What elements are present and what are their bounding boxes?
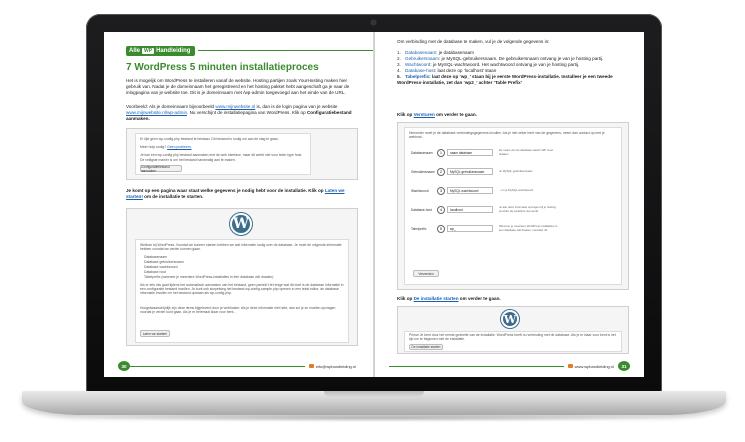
screenshot-db-form xyxy=(397,122,629,290)
click2-post: om verder te gaan. xyxy=(458,296,501,301)
footer-rule xyxy=(130,366,305,367)
welcome-item-5: Tabelprefix (wanneer je meerdere WordPress-installaties in één database wilt draaien) xyxy=(144,275,274,279)
example-pre: Voorbeeld: Als je domeinnaam bijvoorbeeld xyxy=(126,104,216,109)
example-link-domain[interactable]: www.mijnwebsite.nl xyxy=(215,104,256,109)
welcome-item-1: Databasenaam xyxy=(144,255,167,259)
badge-4: 4 xyxy=(437,206,445,214)
laptop-base xyxy=(22,391,726,415)
brand-header xyxy=(126,44,374,57)
example-mid: is, dan is de login pagina van je website xyxy=(255,104,338,109)
create-config-button[interactable]: Configuratiebestand aanmaken xyxy=(140,165,182,172)
brand-name: Handleiding xyxy=(156,47,191,54)
gegevens-item-1: 1. Databasenaam: je databasenaam xyxy=(397,50,474,55)
gegevens-item-3: 3. Wachtwoord: je MySQL-wachtwoord. Het wachtwoord ontvang je van je hosting partij. xyxy=(397,62,580,67)
laptop-screen xyxy=(104,32,644,377)
example-bold: Configuratiebestand aanmaken. xyxy=(126,110,352,121)
footer-rule-right xyxy=(389,366,564,367)
intro-paragraph: Het is mogelijk om WordPress te installeren vanaf de website. Hosting partijen zoals YourHosting maken hier gebruik van. Nadat je de domeinnaam het geregistreerd en het hosting pakket hebt aangeschaft ga je naar de inlogpagina van je website toe. Dit is je domeinnaam met /wp-admin toegevoegd aan het einde van de URL. xyxy=(126,78,350,95)
db-row-host xyxy=(411,205,561,214)
db-hint-password: ...en je MySQL wachtwoord. xyxy=(499,187,534,192)
lets-start-button[interactable]: Laten we starten! xyxy=(140,330,170,337)
page-number-right: 31 xyxy=(618,361,630,371)
config-panel xyxy=(135,133,311,175)
db-label-password: Wachtwoord xyxy=(411,188,429,193)
screenshot-config xyxy=(126,128,358,180)
screenshot-welcome xyxy=(126,208,358,346)
footer-email xyxy=(305,364,360,369)
wordpress-logo-icon: W xyxy=(230,213,252,235)
camera-icon xyxy=(371,20,376,25)
welcome-p2: Hoogstwaarschijnlijk zijn deze items bijgeleverd door je webhoster. Als je deze informatie niet hebt, dan zul je ze moeten opvragen voordat je verder kunt gaan. Als je er helemaal klaar voor bent... xyxy=(140,306,336,315)
db-hint-name: De naam van de database waarin WP moet draaien. xyxy=(499,147,554,156)
db-row-name xyxy=(411,148,561,157)
page-number: 30 xyxy=(118,361,130,371)
screenshot-install xyxy=(397,306,629,354)
left-page xyxy=(104,32,374,377)
db-name-input[interactable]: naam database xyxy=(447,149,493,156)
laptop-shadow xyxy=(60,414,690,422)
badge-3: 3 xyxy=(437,187,445,195)
db-row-prefix xyxy=(411,224,561,233)
welcome-item-3: Database wachtwoord xyxy=(144,265,178,269)
globe-icon xyxy=(568,364,573,368)
gegevens-item-5: 5. Tabelprefix: laat deze op ‘wp_’ staan bij je eerste WordPress-installatie. Installeer je een tweede WordPress-installatie, zet dan ‘wp2_’ achter ‘Table Prefix’ xyxy=(397,74,613,85)
welcome-p1: Als er iets mis gaat tijdens het automatisch aanmaken van het bestand, geen paniek! Het enige wat dit doet is de database informatie in een configuratie bestand invullen. Je kunt ook simpelweg het bestand wp-config-sample.php openen in een tekst editor, de database informatie invullen en het bestand opslaan als wp-config.php. xyxy=(140,283,344,296)
submit-button[interactable]: Verzenden xyxy=(413,270,439,277)
click2-pre: Klik op xyxy=(397,296,414,301)
db-label-prefix: Tabelprefix xyxy=(411,226,427,231)
footer-url-text: www.wphandleiding.nl xyxy=(574,363,614,369)
welcome-item-2: Database gebruikersnaam xyxy=(144,260,184,264)
versturen-link[interactable]: Versturen xyxy=(413,112,435,117)
db-host-input[interactable]: localhost xyxy=(447,206,493,213)
gegevens-item-2: 2. Gebruikersnaam: je MySQL-gebruikersnaam. De gebruikersnaam ontvang je van je hosting partij. xyxy=(397,56,604,61)
config-line-2 xyxy=(140,145,191,150)
left-footer xyxy=(118,361,360,371)
click1-post: om verder te gaan. xyxy=(434,112,477,117)
config-line-2-text: Meer hulp nodig? xyxy=(140,145,168,149)
example-post: . Nu verschijnt de installatiepagina van WordPress. Klik op xyxy=(187,110,307,115)
footer-url xyxy=(564,364,618,369)
db-label-user: Gebruikersnaam xyxy=(411,169,435,174)
gegevens-item-4: 4. Database-host: laat deze op ‘localhost’ staan xyxy=(397,68,497,73)
laptop-notch xyxy=(324,391,424,397)
badge-1: 1 xyxy=(437,149,445,157)
db-row-password xyxy=(411,186,561,195)
chapter-title: 7 WordPress 5 minuten installatieproces xyxy=(126,62,319,73)
brand-logo xyxy=(126,46,195,56)
start-install-button[interactable]: De installatie starten xyxy=(409,344,443,350)
mail-icon xyxy=(309,364,314,368)
click-versturen xyxy=(397,112,627,118)
gegevens-list xyxy=(397,50,629,86)
next-link[interactable]: Laten we starten! xyxy=(126,188,345,199)
brand-prefix: Alle xyxy=(129,47,141,54)
welcome-panel xyxy=(135,239,349,343)
next-post: om de installatie te starten. xyxy=(142,194,204,199)
db-user-input[interactable]: MySQL gebruikersnaam xyxy=(447,168,493,175)
welcome-text: Welkom bij WordPress. Voordat we kunnen starten hebben we wat informatie nodig over de database. Je moet de volgende informatie hebben voordat we verder kunnen gaan. xyxy=(140,243,342,252)
db-row-user xyxy=(411,167,561,176)
header-rule xyxy=(198,50,374,51)
config-help-link[interactable]: Geen probleem. xyxy=(167,145,192,149)
example-paragraph xyxy=(126,104,356,122)
config-line-1: Er lijkt geen wp-config.php bestand te bestaan. Dit bestand is nodig om aan de slag te gaan. xyxy=(140,137,279,141)
brand-wp: WP xyxy=(144,47,153,54)
db-hint-user: Je MySQL gebruikersnaam xyxy=(499,168,533,173)
click1-pre: Klik op xyxy=(397,112,414,117)
badge-5: 5 xyxy=(437,225,445,233)
db-hint-host: Je kan deze informatie opvragen bij je hosting provider als localhost niet werkt. xyxy=(499,204,556,213)
db-hint-prefix: Wanneer je meerdere WordPress installaties in een database wilt draaien, verander dit. xyxy=(499,223,558,232)
example-link-admin[interactable]: www.mijnwebsite.nl/wp-admin xyxy=(126,110,188,115)
db-password-input[interactable]: MySQL wachtwoord xyxy=(447,187,493,194)
next-paragraph xyxy=(126,188,356,200)
right-intro: Om verbinding met de database te maken, vul je de volgende gegevens in: xyxy=(397,39,550,44)
welcome-item-4: Database host xyxy=(144,270,166,274)
next-pre: Je komt op een pagina waar staat welke gegevens je nodig hebt voor de installatie. Klik op xyxy=(126,188,325,193)
right-footer xyxy=(389,361,630,371)
db-prefix-input[interactable]: wp_ xyxy=(447,225,493,232)
install-text: Prima! Je bent door het eerste gedeelte van de installatie. WordPress heeft nu verbinding met de database. Als je er klaar voor bent is het tijd om te beginnen met de installatie. xyxy=(409,333,616,341)
db-form-panel xyxy=(404,127,622,285)
badge-2: 2 xyxy=(437,168,445,176)
config-line-3: Je kan een wp-config.php bestand aanmaken met de web interface, maar dit werkt niet voor ieder type host. xyxy=(140,153,303,157)
right-page xyxy=(374,32,644,377)
install-panel xyxy=(404,331,622,352)
db-label-host: Database-host xyxy=(411,207,432,212)
config-line-4: De veiligste manier is om het bestand handmatig aan te maken. xyxy=(140,158,236,162)
click-start-install xyxy=(397,296,627,302)
db-form-intro: Hieronder moet je de database verbindingsgegevens invullen. Als je niet zeker bent van de gegevens, neem dan contact op met je webhost. xyxy=(409,131,605,140)
start-install-link[interactable]: De installatie starten xyxy=(413,296,459,301)
wordpress-logo-icon-2: W xyxy=(501,310,519,328)
db-label-name: Databasenaam xyxy=(411,150,433,155)
laptop-lid xyxy=(86,14,662,392)
footer-email-text: info@wphandleiding.nl xyxy=(315,363,356,369)
